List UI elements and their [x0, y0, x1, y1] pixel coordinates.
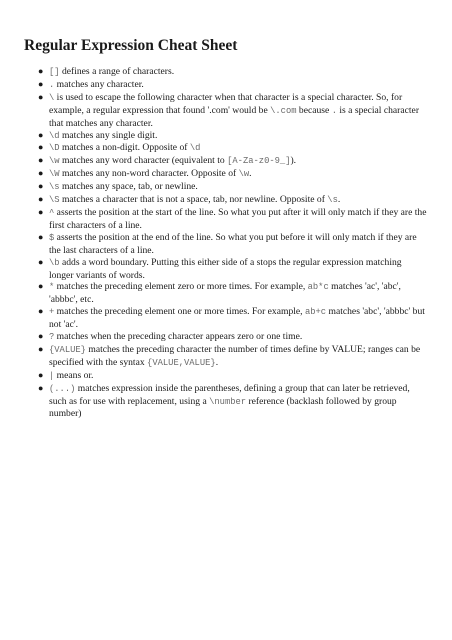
item-text: matches any space, tab, or newline. — [59, 181, 198, 193]
bullet-icon: ● — [38, 194, 44, 205]
bullet-icon: ● — [38, 306, 44, 317]
regex-code: . — [49, 79, 55, 90]
regex-code: \w — [49, 156, 60, 167]
item-text: matches 'abc', 'abbbc' but not 'ac'. — [49, 306, 425, 331]
list-item — [38, 369, 428, 383]
item-text: matches any character. — [54, 78, 144, 90]
list-item — [38, 181, 428, 194]
item-text: reference (backlash followed by group number) — [49, 395, 397, 420]
regex-code: \number — [209, 396, 247, 407]
regex-code: ab*c — [307, 282, 329, 293]
regex-code: | — [49, 370, 55, 381]
list-item — [38, 382, 428, 421]
regex-code: \.com — [270, 105, 297, 116]
item-text: matches 'ac', 'abc', 'abbbc', etc. — [49, 281, 401, 306]
item-text: asserts the position at the end of the line. So what you put before it will only match if they are the last characters of a line. — [49, 231, 417, 256]
regex-code: \w — [238, 169, 250, 180]
list-item — [38, 343, 428, 370]
regex-code: [A-Za-z0-9_] — [227, 156, 291, 167]
item-text: matches a non-digit. Opposite of — [59, 142, 190, 154]
regex-code: \S — [49, 195, 60, 206]
regex-code: ^ — [49, 207, 55, 218]
item-text: . — [215, 356, 219, 368]
regex-code: [] — [49, 67, 60, 77]
list-item — [38, 78, 428, 92]
bullet-icon: ● — [38, 281, 44, 292]
item-text: asserts the position at the start of the line. So what you put after it will only match if they are the first characters of a line. — [49, 206, 427, 231]
item-text: ). — [290, 155, 297, 167]
regex-code: (...) — [49, 383, 76, 394]
list-item — [38, 129, 428, 143]
regex-code: . — [331, 105, 337, 116]
regex-code: {VALUE,VALUE} — [147, 357, 216, 368]
regex-code: \d — [49, 130, 60, 141]
item-text: matches the preceding character the number of times define by VALUE; ranges can be specified with the syntax — [49, 343, 421, 368]
item-text: is used to escape the following character when that character is a special character. So, for example, a regular expression that found '.com' would be — [49, 91, 403, 116]
list-item — [38, 206, 428, 232]
item-text: matches any word character (equivalent to — [59, 155, 228, 167]
bullet-icon: ● — [38, 206, 44, 217]
regex-code: \s — [327, 195, 338, 206]
item-text: matches when the preceding character appears zero or one time. — [54, 331, 303, 343]
list-item — [38, 142, 428, 155]
item-text: means or. — [54, 369, 94, 381]
item-text: matches any single digit. — [59, 129, 158, 141]
regex-code: \b — [49, 257, 60, 268]
regex-code: \D — [49, 143, 60, 154]
item-text: . — [249, 168, 252, 180]
regex-code: \d — [189, 143, 201, 154]
regex-code: + — [49, 307, 55, 318]
bullet-icon: ● — [38, 181, 44, 192]
regex-code: \ — [49, 92, 55, 103]
bullet-icon: ● — [38, 231, 44, 242]
list-item — [38, 306, 428, 331]
item-text: defines a range of characters. — [59, 66, 175, 77]
list-item — [38, 194, 428, 207]
bullet-icon: ● — [38, 66, 44, 76]
regex-code: $ — [49, 232, 55, 243]
bullet-icon: ● — [38, 78, 44, 89]
regex-code: {VALUE} — [49, 344, 86, 355]
item-text: matches the preceding element zero or more times. For example, — [54, 281, 308, 293]
list-item — [38, 231, 428, 257]
list-item — [38, 168, 428, 181]
item-text: matches any non-word character. Opposite of — [59, 168, 239, 180]
list-item — [38, 155, 428, 168]
regex-code: ab+c — [304, 307, 327, 318]
bullet-icon: ● — [38, 91, 44, 102]
item-text: because — [296, 104, 332, 116]
list-item — [38, 281, 428, 306]
bullet-icon: ● — [38, 382, 44, 393]
regex-code: \W — [49, 169, 60, 180]
item-text: adds a word boundary. Putting this either side of a stops the regular expression matching longer variants of words. — [49, 256, 402, 281]
item-text: . — [337, 194, 341, 206]
list-item — [38, 66, 428, 79]
item-text: matches a character that is not a space, tab, nor newline. Opposite of — [59, 194, 328, 206]
item-text: matches the preceding element one or more times. For example, — [54, 306, 305, 318]
bullet-icon: ● — [38, 155, 44, 166]
bullet-icon: ● — [38, 343, 44, 354]
regex-code: * — [49, 282, 55, 293]
bullet-icon: ● — [38, 256, 44, 267]
cheat-sheet-list — [24, 66, 428, 420]
bullet-icon: ● — [38, 369, 44, 380]
regex-code: \s — [49, 182, 60, 193]
bullet-icon: ● — [38, 142, 44, 153]
document-page — [24, 36, 428, 420]
page-title: Regular Expression Cheat Sheet — [24, 37, 238, 54]
bullet-icon: ● — [38, 168, 44, 179]
item-text: is a special character that matches any character. — [49, 104, 420, 129]
list-item — [38, 91, 428, 130]
regex-code: ? — [49, 332, 55, 343]
bullet-icon: ● — [38, 129, 44, 140]
item-text: matches expression inside the parentheses, defining a group that can later be retrieved, such as for use with replacement, using a — [49, 382, 410, 407]
list-item — [38, 331, 428, 344]
list-item — [38, 256, 428, 282]
bullet-icon: ● — [38, 331, 44, 342]
